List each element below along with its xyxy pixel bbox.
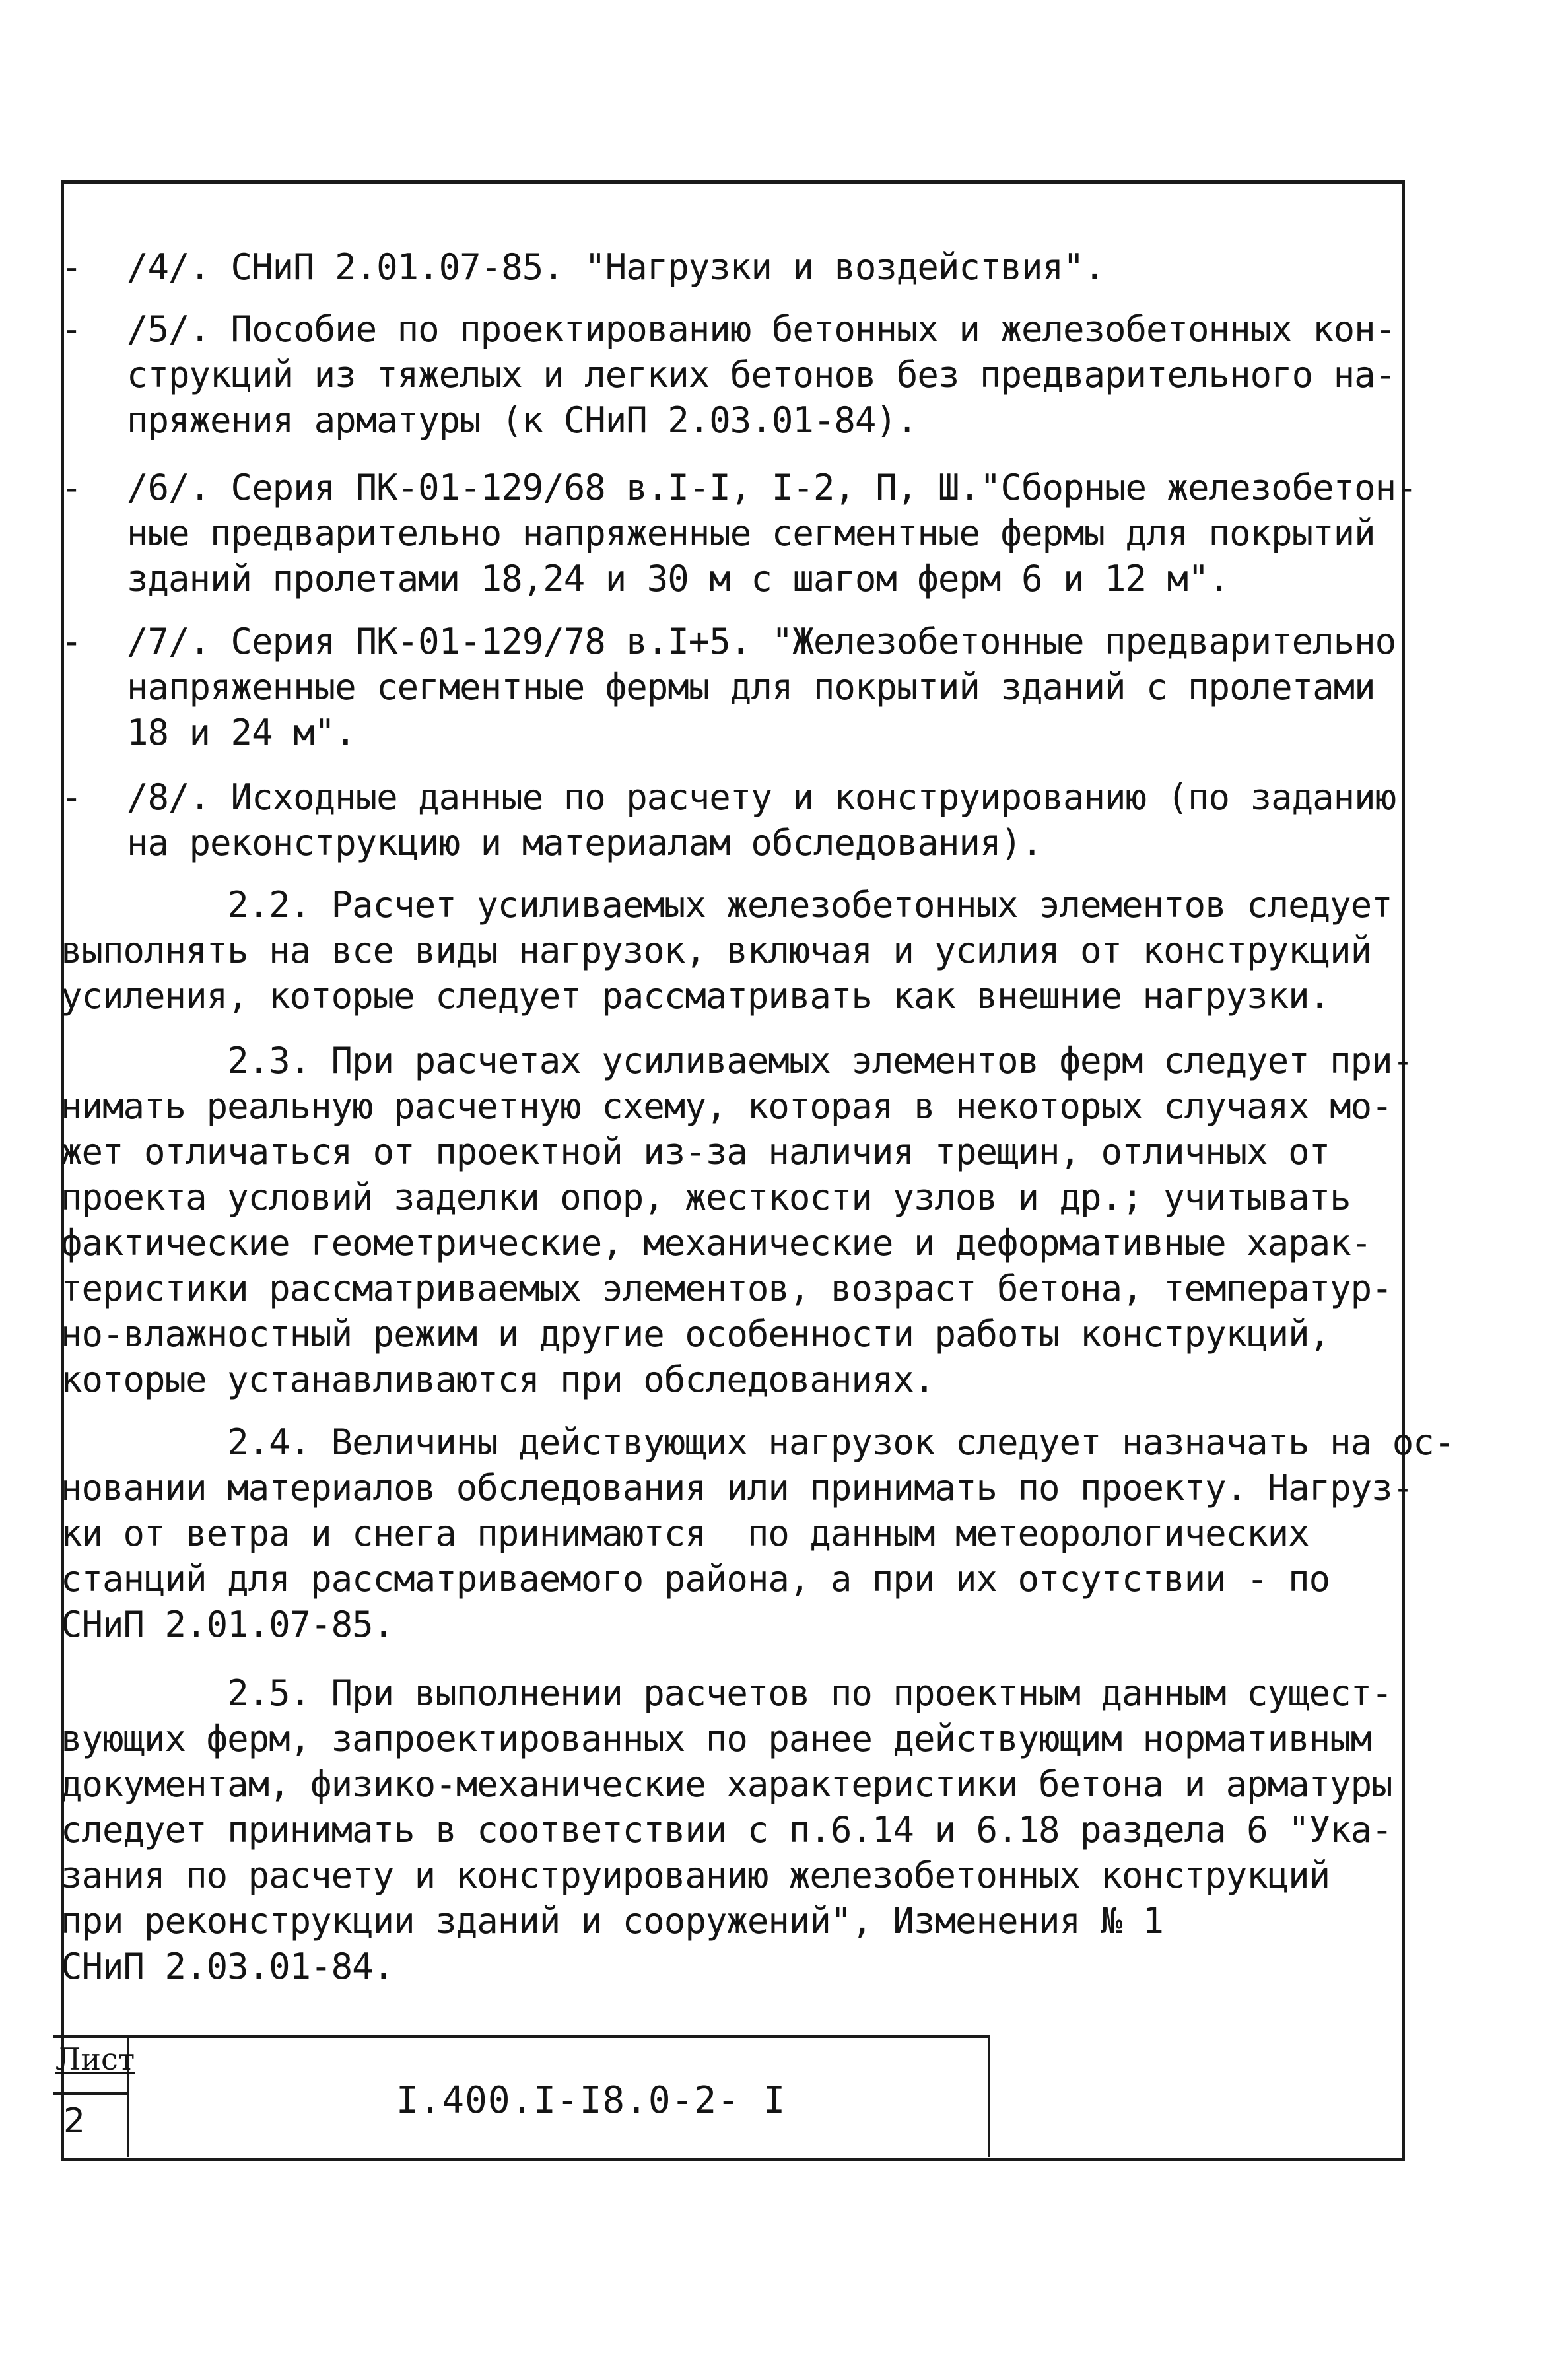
paragraph-line: при реконструкции зданий и сооружений", Изменения № 1 — [61, 1900, 1164, 1942]
paragraph-line: документам, физико-механические характеристики бетона и арматуры — [61, 1763, 1392, 1805]
paragraph-line: новании материалов обследования или принимать по проекту. Нагруз- — [61, 1467, 1414, 1509]
reference-5 — [61, 306, 1396, 443]
reference-6 — [61, 465, 1417, 601]
paragraph-line: проекта условий заделки опор, жесткости узлов и др.; учитывать — [61, 1176, 1351, 1218]
paragraph-line: зания по расчету и конструированию железобетонных конструкций — [61, 1855, 1330, 1896]
reference-7 — [61, 619, 1396, 755]
paragraph-line: выполнять на все виды нагрузок, включая и усилия от конструкций — [61, 930, 1372, 971]
paragraph-line: которые устанавливаются при обследованиях. — [61, 1359, 935, 1400]
reference-line: /7/. Серия ПК-01-129/78 в.I+5. "Железобетонные предварительно — [127, 621, 1396, 662]
reference-line: /5/. Пособие по проектированию бетонных и железобетонных кон- — [127, 308, 1396, 350]
paragraph-line: жет отличаться от проектной из-за наличия трещин, отличных от — [61, 1131, 1330, 1173]
paragraph-line: 2.2. Расчет усиливаемых железобетонных элементов следует — [61, 884, 1392, 926]
reference-marker: - — [61, 246, 82, 288]
paragraph-2-5 — [61, 1670, 1392, 1989]
paragraph-line: СНиП 2.03.01-84. — [61, 1946, 394, 1987]
sheet-number: 2 — [63, 2101, 86, 2141]
paragraph-line: 2.5. При выполнении расчетов по проектным данным сущест- — [61, 1672, 1392, 1714]
reference-line: /8/. Исходные данные по расчету и конструированию (по заданию — [127, 776, 1396, 818]
paragraph-line: ки от ветра и снега принимаются по данным метеорологических — [61, 1513, 1309, 1554]
paragraph-line: усиления, которые следует рассматривать как внешние нагрузки. — [61, 975, 1330, 1017]
reference-marker: - — [61, 621, 82, 662]
paragraph-line: фактические геометрические, механические и деформативные харак- — [61, 1222, 1372, 1264]
paragraph-line: теристики рассматриваемых элементов, возраст бетона, температур- — [61, 1268, 1392, 1309]
reference-8 — [61, 774, 1396, 866]
reference-line: зданий пролетами 18,24 и 30 м с шагом ферм 6 и 12 м". — [127, 558, 1230, 599]
reference-line: /6/. Серия ПК-01-129/68 в.I-I, I-2, П, Ш."Сборные железобетон- — [127, 467, 1417, 508]
reference-marker: - — [61, 308, 82, 350]
reference-line: напряженные сегментные фермы для покрытий зданий с пролетами — [127, 666, 1375, 708]
reference-line: на реконструкцию и материалам обследования). — [127, 822, 1042, 864]
paragraph-line: вующих ферм, запроектированных по ранее действующим нормативным — [61, 1718, 1372, 1759]
reference-marker: - — [61, 776, 82, 818]
paragraph-2-4 — [61, 1419, 1454, 1647]
reference-line: /4/. СНиП 2.01.07-85. "Нагрузки и воздействия". — [127, 246, 1105, 288]
reference-line: ные предварительно напряженные сегментные фермы для покрытий — [127, 512, 1375, 554]
paragraph-2-2 — [61, 882, 1392, 1019]
paragraph-line: станций для рассматриваемого района, а при их отсутствии - по — [61, 1558, 1330, 1600]
paragraph-line: СНиП 2.01.07-85. — [61, 1604, 394, 1645]
reference-marker: - — [61, 467, 82, 508]
paragraph-line: нимать реальную расчетную схему, которая в некоторых случаях мо- — [61, 1085, 1392, 1127]
sheet-cell-divider — [53, 2092, 127, 2095]
sheet-label: Лист — [55, 2041, 135, 2077]
paragraph-2-3 — [61, 1038, 1413, 1402]
sheet-cell — [53, 2038, 135, 2157]
paragraph-line: 2.3. При расчетах усиливаемых элементов ферм следует при- — [61, 1040, 1414, 1081]
paragraph-line: следует принимать в соответствии с п.6.14 и 6.18 раздела 6 "Ука- — [61, 1809, 1392, 1851]
reference-line: 18 и 24 м". — [127, 712, 356, 753]
reference-line: струкций из тяжелых и легких бетонов без предварительного на- — [127, 354, 1396, 395]
reference-4 — [61, 244, 1105, 290]
paragraph-line: но-влажностный режим и другие особенности работы конструкций, — [61, 1313, 1330, 1355]
paragraph-line: 2.4. Величины действующих нагрузок следует назначать на ос- — [61, 1421, 1455, 1463]
title-block-stamp — [53, 2035, 990, 2157]
reference-line: пряжения арматуры (к СНиП 2.03.01-84). — [127, 399, 918, 441]
document-code: I.400.I-I8.0-2- I — [396, 2079, 786, 2122]
